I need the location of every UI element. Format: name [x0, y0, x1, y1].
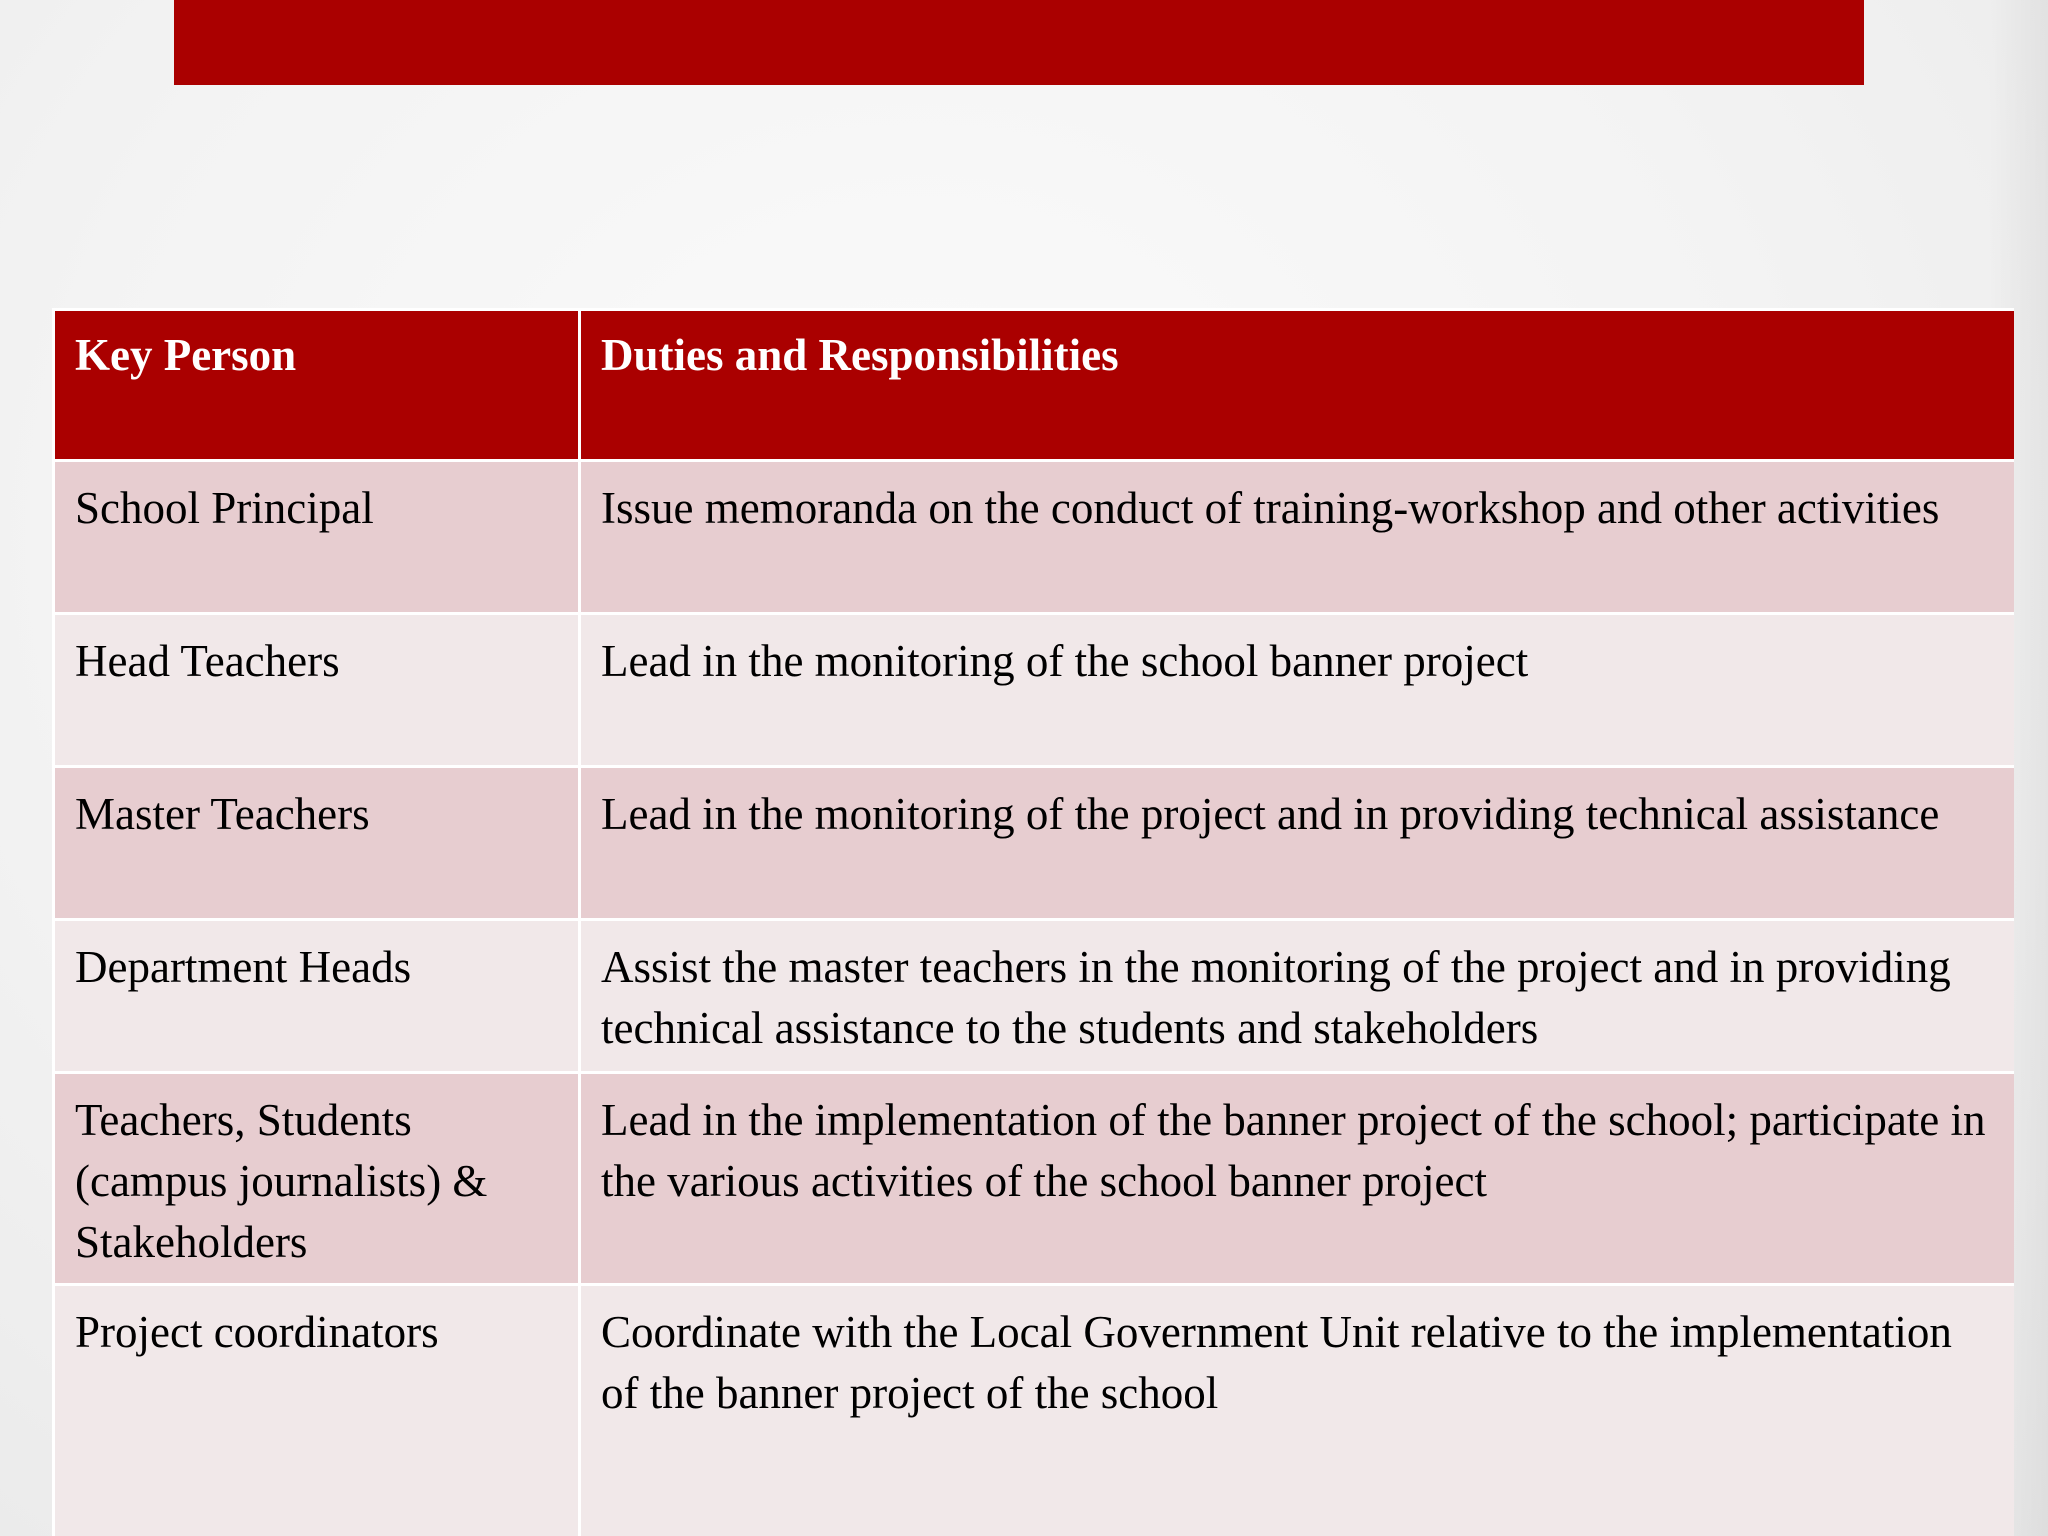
- table-row: [54, 1073, 2015, 1285]
- key-person-cell: Department Heads: [54, 920, 580, 1073]
- responsibilities-table: [52, 308, 2014, 1536]
- key-person-cell: Project coordinators: [54, 1285, 580, 1536]
- table-header-row: [54, 310, 2015, 461]
- duties-cell: Lead in the implementation of the banner project of the school; participate in the various activities of the school banner project: [580, 1073, 2015, 1285]
- duties-cell: Issue memoranda on the conduct of training-workshop and other activities: [580, 461, 2015, 614]
- table-row: [54, 614, 2015, 767]
- header-duties: Duties and Responsibilities: [580, 310, 2015, 461]
- duties-cell: Coordinate with the Local Government Unit relative to the implementation of the banner project of the school: [580, 1285, 2015, 1536]
- title-bar: [174, 0, 1864, 85]
- table-row: [54, 1285, 2015, 1536]
- key-person-cell: Master Teachers: [54, 767, 580, 920]
- table-row: [54, 461, 2015, 614]
- table-row: [54, 920, 2015, 1073]
- table-row: [54, 767, 2015, 920]
- key-person-cell: Head Teachers: [54, 614, 580, 767]
- header-key-person: Key Person: [54, 310, 580, 461]
- duties-cell: Lead in the monitoring of the school banner project: [580, 614, 2015, 767]
- key-person-cell: School Principal: [54, 461, 580, 614]
- key-person-cell: Teachers, Students (campus journalists) & Stakeholders: [54, 1073, 580, 1285]
- duties-cell: Lead in the monitoring of the project and in providing technical assistance: [580, 767, 2015, 920]
- duties-cell: Assist the master teachers in the monitoring of the project and in providing technical assistance to the students and stakeholders: [580, 920, 2015, 1073]
- responsibilities-table-container: [52, 308, 2014, 1536]
